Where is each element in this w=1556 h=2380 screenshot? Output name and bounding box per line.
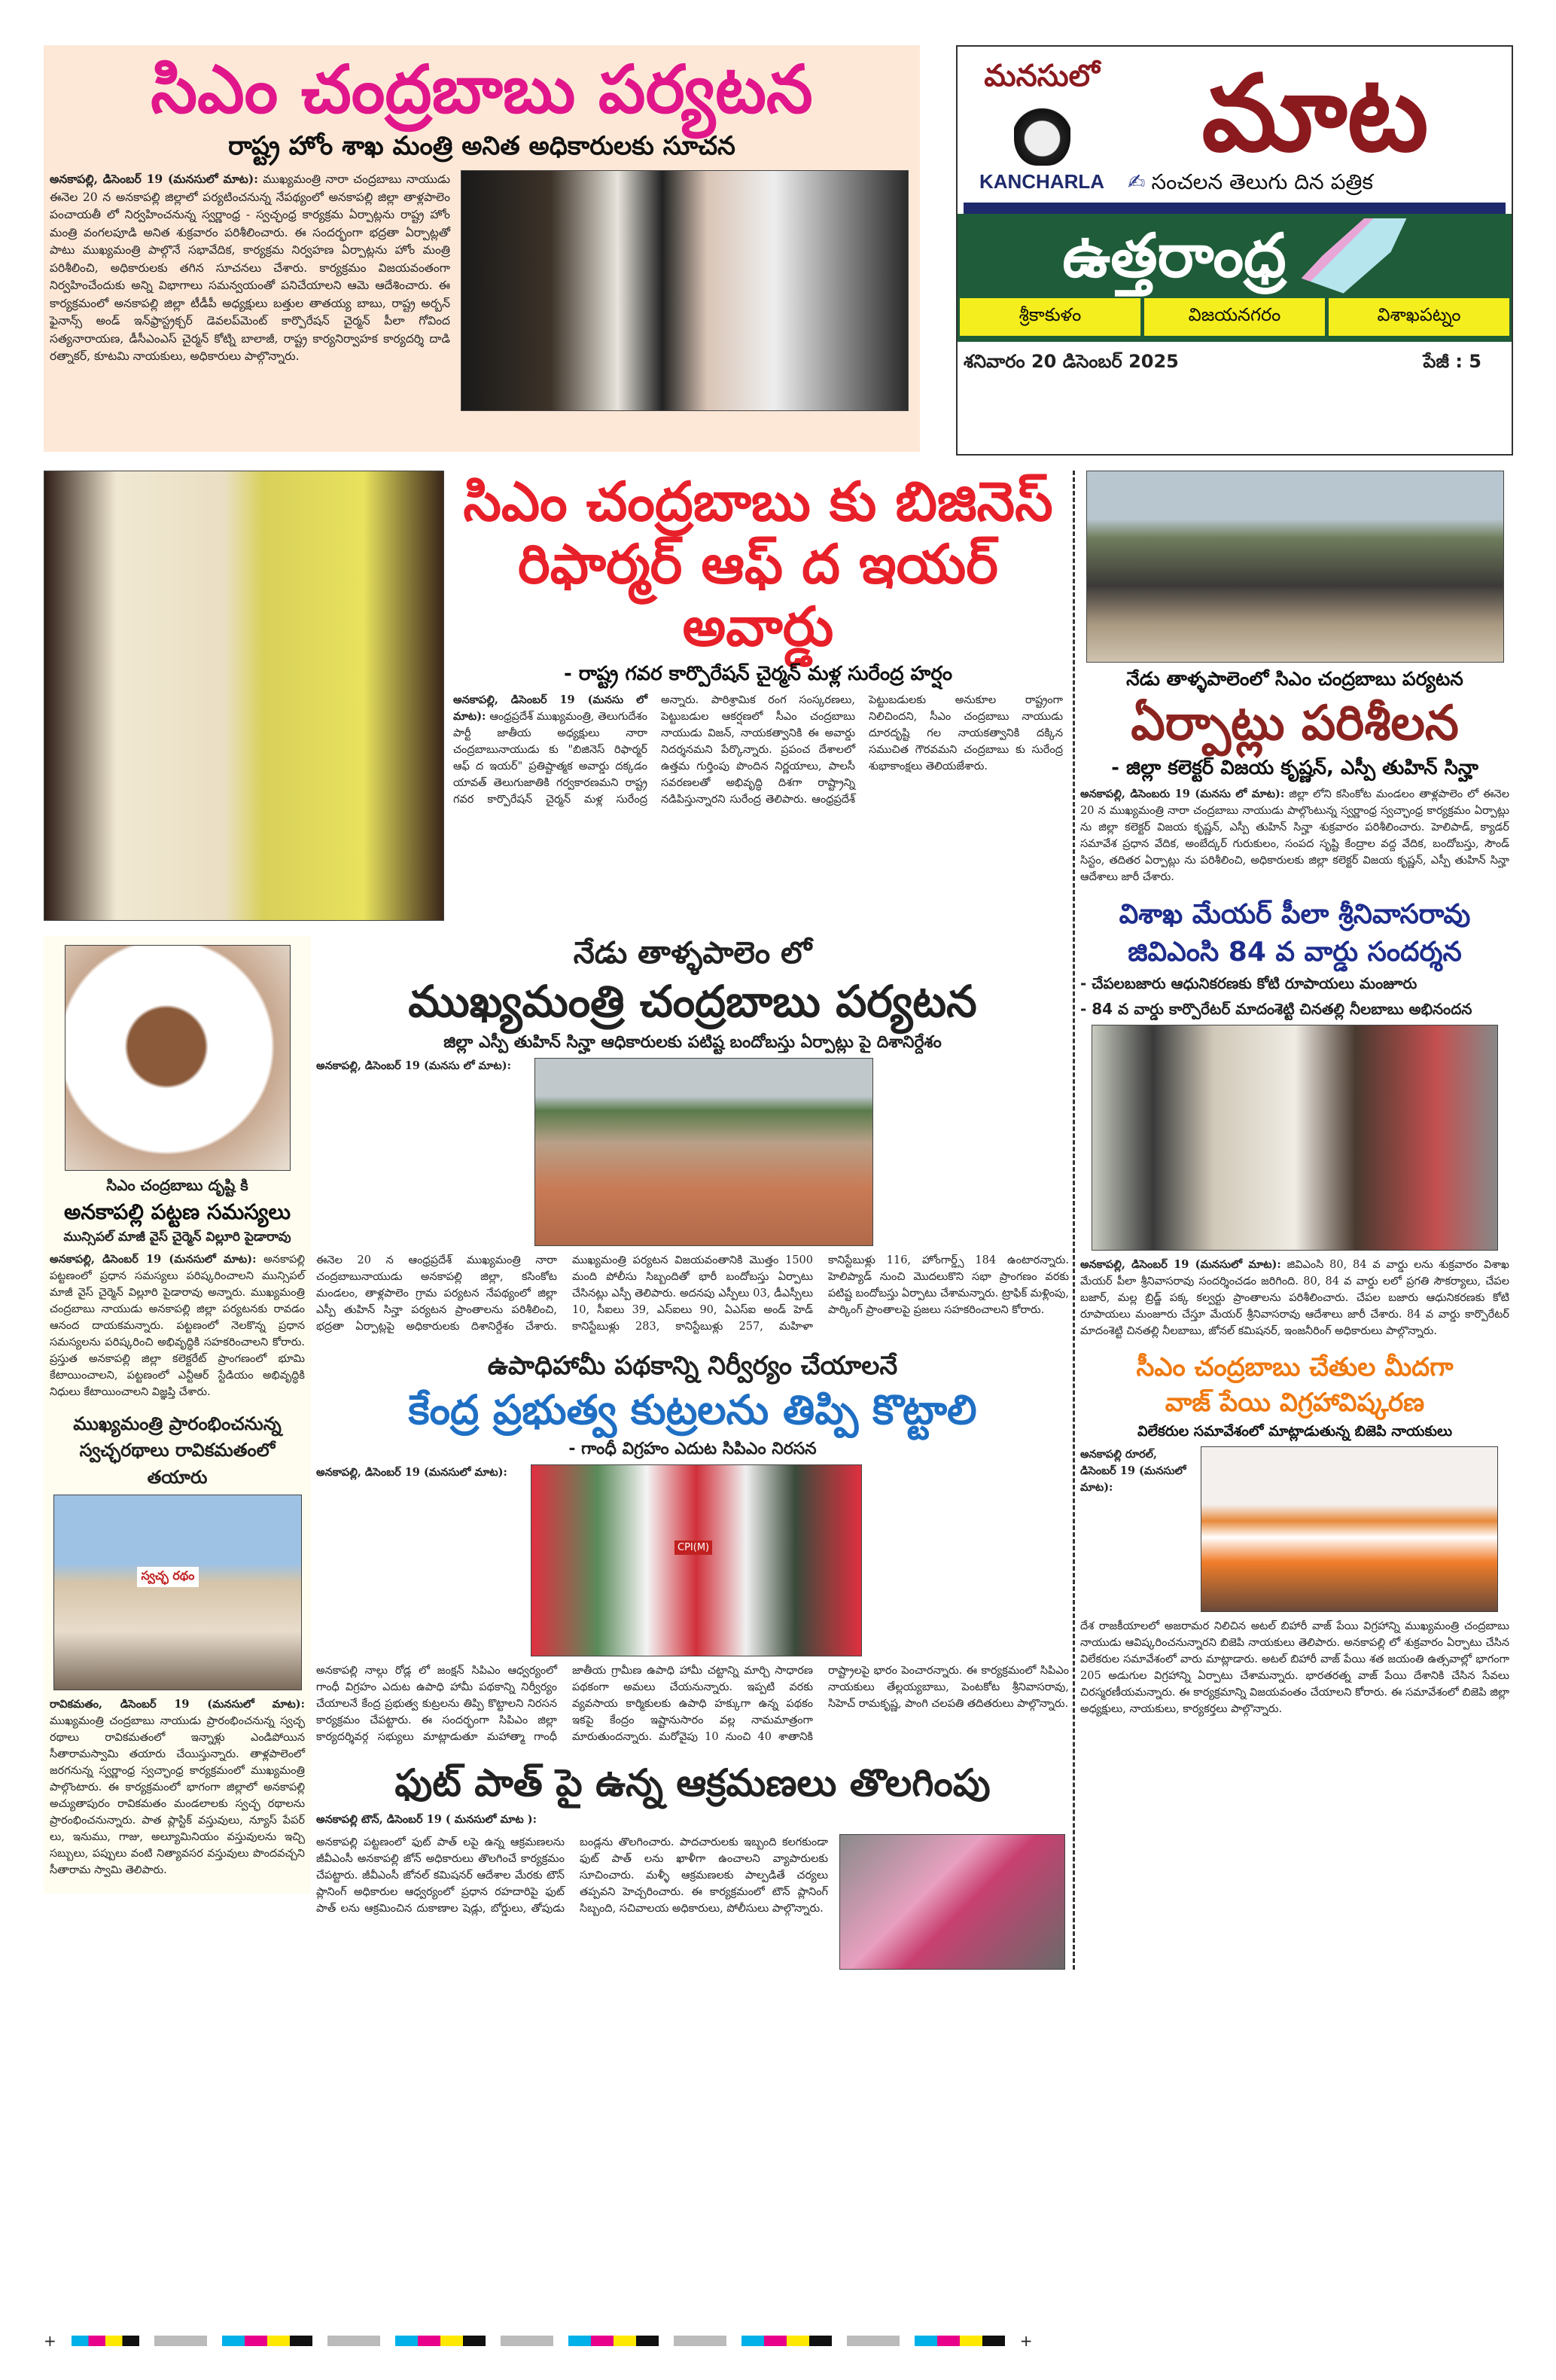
story8-body-left (316, 1464, 519, 1481)
story4-dateline: అనకాపల్లి, డిసెంబర్ 19 (మనసులో మాట): (1080, 1258, 1281, 1272)
story1-subhead: రాష్ట్ర హోం శాఖ మంత్రి అనిత అధికారులకు సూచన (228, 131, 735, 162)
story8-kicker: ఉపాధిహామీ పథకాన్ని నిర్వీర్యం చేయాలనే (487, 1350, 898, 1381)
story10-subhead: విలేకరుల సమావేశంలో మాట్లాడుతున్న బిజెపి నాయకులు (1137, 1423, 1453, 1440)
story2-headline-line2: రిఫార్మర్ ఆఫ్ ద ఇయర్ అవార్డు (518, 532, 998, 658)
masthead-title-logo: మాట (1201, 53, 1429, 175)
story2-headline-line1: సిఎం చంద్రబాబు కు బిజినెస్ (463, 470, 1053, 533)
story3-body (1080, 786, 1509, 885)
region-banner (958, 214, 1512, 342)
main-area (44, 471, 1513, 1970)
protest-placard: CPI(M) (674, 1540, 712, 1555)
top-row (44, 45, 1513, 456)
story7-headline-line1: ముఖ్యమంత్రి ప్రారంభించనున్న (73, 1412, 282, 1434)
page-number: పేజీ : 5 (1423, 350, 1481, 372)
story5-photo-sp-inspection (534, 1058, 873, 1246)
story6-text: అనకాపల్లి పట్టణంలో ప్రధాన సమస్యలు పరిష్కరించాలని మున్సిపల్ మాజీ వైస్ చైర్మెన్ విల్లూరి పైడారావు అన్నారు. ముఖ్యమంత్రి చంద్రబాబు నాయుడు అనకాపల్లి జిల్లా పర్యటనకు రావడం ఆనంద దాయకమన్నారు. పట్టణంలో నెలకొన్న ప్రధాన సమస్యలను పరిష్కరించి అభివృద్ధికి సహకరించాలని కోరారు. ప్రస్తుత అనకాపల్లి జిల్లా కలెక్టరేట్ ప్రాంగణంలో భూమి కేటాయించాలని, పట్టణంలో ఎన్టీఆర్ స్టేడియం అభివృద్ధికి నిధులు కేటాయించాలని విజ్ఞప్తి చేశారు. (50, 1253, 306, 1398)
story10-headline-line1: సీఎం చంద్రబాబు చేతుల మీదగా (1136, 1352, 1454, 1383)
district-visakhapatnam: విశాఖపట్నం (1329, 298, 1509, 336)
masthead-subtitle: సంచలన తెలుగు దిన పత్రిక (1151, 169, 1373, 194)
region-title-row (960, 218, 1509, 294)
issue-date: శనివారం 20 డిసెంబర్ 2025 (964, 350, 1179, 372)
story10-body-narrow (1080, 1446, 1193, 1496)
story5-headline: ముఖ్యమంత్రి చంద్రబాబు పర్యటన (408, 976, 977, 1027)
story4-bullet-2: - 84 వ వార్డు కార్పొరేటర్ మాదంశెట్టి చినతల్లి నీలబాబు అభినందన (1080, 1000, 1472, 1019)
story5-top-content (316, 1058, 1069, 1246)
gray-swatch (327, 2336, 380, 2346)
story9-body: అనకాపల్లి పట్టణంలో ఫుట్ పాత్ లపై ఉన్న ఆక్రమణలను జీవీఎంసీ అనకాపల్లి జోన్ అధికారులు తొలగించే కార్యక్రమం చేపట్టారు. జీవీఎంసీ జోనల్ కమిషనర్ ఆదేశాల మేరకు టౌన్ ప్లానింగ్ అధికారుల ఆధ్వర్యంలో ప్రధాన రహదారిపై ఫుట్ పాత్ లను ఆక్రమించిన దుకాణాల షెడ్లు, బోర్డులు, తోపుడు బండ్లను తొలగించారు. పాదచారులకు ఇబ్బంది కలగకుండా ఫుట్ పాత్ లను ఖాళీగా ఉంచాలని వ్యాపారులకు సూచించారు. మళ్ళీ ఆక్రమణలకు పాల్పడితే చర్యలు తప్పవని హెచ్చరించారు. ఈ కార్యక్రమంలో టౌన్ ప్లానింగ్ సిబ్బంది, సచివాలయ అధికారులు, పోలీసులు పాల్గొన్నారు. (316, 1836, 828, 1915)
story8-photo-cpim-protest (531, 1464, 862, 1656)
story1-headline: సిఎం చంద్రబాబు పర్యటన (151, 50, 813, 128)
story10-body: దేశ రాజకీయాలలో అజరామర నిలిచిన అటల్ బిహారీ వాజ్ పేయి విగ్రహాన్ని ముఖ్యమంత్రి చంద్రబాబు నాయుడు ఆవిష్కరించనున్నారని బిజెపి నాయకులు తెలిపారు. అనకాపల్లి లో శుక్రవారం ఏర్పాటు చేసిన విలేకరుల సమావేశంలో వారు మాట్లాడారు. అటల్ బిహారీ వాజ్ పేయి శత జయంతి ఉత్సవాల్లో భాగంగా 205 అడుగుల విగ్రహాన్ని ఏర్పాటు చేశామన్నారు. భారతరత్న వాజ్ పేయి దేశానికి చేసిన సేవలు చిరస్మరణీయమన్నారు. ఈ కార్యక్రమాన్ని విజయవంతం చేయాలని కోరారు. ఈ సమావేశంలో బిజెపి జిల్లా అధ్యక్షులు, నాయకులు, కార్యకర్తలు పాల్గొన్నారు. (1080, 1620, 1509, 1716)
right-column (1080, 471, 1509, 1717)
issue-info-row (958, 342, 1512, 384)
story10-dateline: అనకాపల్లి రూరల్, డిసెంబర్ 19 (మనసులో మాట): (1080, 1448, 1186, 1495)
lower-row (44, 936, 1069, 1970)
story6-body (50, 1251, 305, 1400)
story-cm-tour-box (44, 45, 920, 452)
story4-body (1080, 1257, 1509, 1339)
print-registration-bar (44, 2317, 1513, 2350)
color-swatch (72, 2336, 139, 2346)
uttarandhra-map-icon (1302, 218, 1407, 294)
region-title: ఉత్తరాంధ్ర (1062, 220, 1287, 291)
story9-headline: ఫుట్ పాత్ పై ఉన్న ఆక్రమణలు తొలగింపు (394, 1761, 991, 1806)
masthead (956, 45, 1513, 456)
story8-headline: కేంద్ర ప్రభుత్వ కుట్రలను తిప్పి కొట్టాలి (408, 1386, 977, 1434)
story1-body (50, 170, 450, 366)
story1-content (50, 170, 914, 411)
story5-body-left (316, 1058, 523, 1074)
story7-photo-swachh-ratham-vehicle (53, 1495, 302, 1690)
story1-dateline: అనకాపల్లి, డిసెంబర్ 19 (మనసులో మాట): (50, 172, 258, 187)
story6-subhead: మున్సిపల్ మాజీ వైస్ చైర్మెన్ విల్లూరి పైడారావు (63, 1230, 291, 1245)
masthead-right (1128, 53, 1503, 195)
masthead-navy-bar (964, 203, 1506, 214)
story6-dateline: అనకాపల్లి, డిసెంబర్ 19 (మనసులో మాట): (50, 1252, 257, 1266)
story7-headline-line2: స్వచ్ఛరథాలు రావికమతంలో (79, 1440, 276, 1461)
story9-photo-encroachment-removal (839, 1834, 1065, 1970)
story2-photo-cm-with-chairman (44, 471, 444, 921)
masthead-brand: KANCHARLA (979, 170, 1105, 193)
story2-body (453, 692, 1063, 808)
story5-kicker: నేడు తాళ్ళపాలెం లో (573, 936, 812, 971)
masthead-top (958, 47, 1512, 195)
story4-bullet-1: - చేపలబజారు ఆధునికరణకు కోటి రూపాయలు మంజూరు (1080, 974, 1417, 993)
registration-crosshair-icon: + (44, 2332, 56, 2350)
district-bar (960, 298, 1509, 336)
story3-photo-collector-inspection (1086, 471, 1504, 663)
middle-column (316, 936, 1069, 1970)
story2-dateline: అనకాపల్లి, డిసెంబర్ 19 (మనసు లో మాట): (453, 693, 647, 724)
gray-swatch (154, 2336, 207, 2346)
left-column (44, 936, 311, 1894)
story6-headline: అనకాపల్లి పట్టణ సమస్యలు (63, 1199, 291, 1224)
color-swatch (915, 2336, 1005, 2346)
story7-dateline: రావికమతం, డిసెంబర్ 19 (మనసులో మాట): (50, 1697, 305, 1711)
story10-top-content (1080, 1446, 1509, 1612)
story8-body: అనకాపల్లి నాల్గు రోడ్ల లో జంక్షన్ సిపిఎం ఆధ్వర్యంలో గాంధీ విగ్రహం ఎదుట ఉపాధి హామీ పథకాన్ని నిర్వీర్యం చేయాలనే కేంద్ర ప్రభుత్వ కుట్రలను తిప్పి కొట్టాలని నిరసన కార్యక్రమం చేపట్టారు. ఈ సందర్భంగా సిపిఎం జిల్లా కార్యదర్శివర్గ సభ్యులు మాట్లాడుతూ మహాత్మా గాంధీ జాతీయ గ్రామీణ ఉపాధి హామీ చట్టాన్ని మార్చి సాధారణ పథకంగా అమలు చేయనున్నారు. ఇప్పటి వరకు వ్యవసాయ కార్మికులకు ఉపాధి హక్కుగా ఉన్న పథకం ఇకపై కేంద్రం ఇష్టానుసారం వల్ల నామమాత్రంగా మారుతుందన్నారు. మరోవైపు 10 నుంచి 40 శాతానికి రాష్ట్రాలపై భారం పెంచారన్నారు. ఈ కార్యక్రమంలో సిపిఎం నాయకులు తేల్లయ్యబాబు, పెంటకోట శ్రీనివాసరావు, సిహెచ్ రామకృష్ణ, పాంగి చలపతి తదితరులు పాల్గొన్నారు. (316, 1665, 1069, 1744)
story4-photo-mayor-visit (1092, 1025, 1498, 1251)
story5-dateline: అనకాపల్లి, డిసెంబర్ 19 (మనసు లో మాట): (316, 1059, 511, 1072)
story7-text: ముఖ్యమంత్రి చంద్రబాబు నాయుడు ప్రారంభించనున్న స్వచ్ఛ రథాలు రావికమతంలో ఇన్నాళ్లు ఎండిపోయిన సీతారామస్వామి తయారు చేయిస్తున్నారు. తాళ్లపాలెంలో జరగనున్న స్వర్ణాంధ్ర స్వచ్ఛాంధ్ర కార్యక్రమంలో ముఖ్యమంత్రి పాల్గొంటారు. ఈ కార్యక్రమంలో భాగంగా జిల్లాలో అనకాపల్లి అచ్యుతాపురం రావికమతం మండలాలకు స్వచ్ఛ రథాలను ప్రారంభించనున్నారు. పాత ప్లాస్టిక్ వస్తువులు, న్యూస్ పేపర్ లు, ఇనుము, గాజు, అల్యూమినియం వస్తువులను ఇచ్చి సబ్బులు, పప్పులు వంటి నిత్యావసర వస్తువులు పొందవచ్చని సీతారామ స్వామి తెలిపారు. (50, 1714, 305, 1876)
gray-swatch (674, 2336, 726, 2346)
color-swatch (395, 2336, 486, 2346)
pen-icon: ✍ (1128, 169, 1146, 195)
column-divider (1073, 471, 1075, 1970)
story5-subhead: జిల్లా ఎస్పీ తుహిన్ సిన్హా ఆధికారులకు పటిష్ట బందోబస్తు ఏర్పాట్లు పై దిశానిర్దేశం (443, 1032, 942, 1052)
story6-kicker: సిఎం చంద్రబాబు దృష్టి కి (106, 1176, 248, 1194)
story8-dateline: అనకాపల్లి, డిసెంబర్ 19 (మనసులో మాట): (316, 1466, 507, 1480)
left-wrap (44, 471, 1069, 1970)
vehicle-sign: స్వచ్ఛ రథం (137, 1567, 199, 1587)
gray-swatch (501, 2336, 553, 2346)
story10-photo-bjp-press-meet (1201, 1446, 1498, 1612)
story3-subhead: - జిల్లా కలెక్టర్ విజయ కృష్ణన్, ఎస్పీ తుహిన్ సిన్హా (1111, 757, 1478, 780)
story1-text: ముఖ్యమంత్రి నారా చంద్రబాబు నాయుడు ఈనెల 20 న అనకాపల్లి జిల్లాలో పర్యటించనున్న నేపథ్యంలో అనకాపల్లి జిల్లా తాళ్లపాలెం పంచాయతీ లో నిర్వహించనున్న స్వర్ణాంధ్ర - స్వచ్ఛంధ్ర కార్యక్రమ ఏర్పాట్లను రాష్ట్ర హోం మంత్రి వంగలపూడి అనిత శుక్రవారం పరిశీలించారు. ఈ సందర్భంగా భద్రతా ఏర్పాట్లతో పాటు ముఖ్యమంత్రి పాల్గొనే సభావేదిక, కార్యక్రమ నిర్వహణ ఏర్పాట్లను హోం మంత్రి పరిశీలించి, అధికారులకు తగిన సూచనలు చేశారు. కార్యక్రమం విజయవంతంగా నిర్వహించేందుకు అన్ని విభాగాలు సమన్వయంతో పనిచేయాలని ఆమె ఆదేశించారు. ఈ కార్యక్రమంలో అనకాపల్లి జిల్లా టీడీపీ అధ్యక్షులు బత్తుల తాతయ్య బాబు, రాష్ట్ర అర్బన్ ఫైనాన్స్ అండ్ ఇన్‌ఫ్రాస్ట్రక్చర్ డెవలప్‌మెంట్ కార్పొరేషన్ చైర్మన్ పీలా గోవింద సత్యనారాయణ, డీసీఎంఎస్ చైర్మన్ కోట్ని బాలాజీ, రాష్ట్ర కార్యనిర్వాహక కార్యదర్శి దాడి రత్నాకర్, కూటమి నాయకులు, అధికారులు పాల్గొన్నారు. (50, 172, 450, 364)
story10-headline-line2: వాజ్ పేయి విగ్రహావిష్కరణ (1165, 1388, 1425, 1419)
story7-body (50, 1696, 305, 1879)
founder-portrait-icon (1014, 98, 1070, 166)
story4-headline-line2: జివిఎంసి 84 వ వార్డు సందర్శన (1128, 936, 1462, 968)
district-srikakulam: శ్రీకాకుళం (960, 298, 1140, 336)
masthead-subtitle-row (1128, 169, 1503, 195)
story5-body: ఈనెల 20 న ఆంధ్రప్రదేశ్ ముఖ్యమంత్రి నారా చంద్రబాబునాయుడు అనకాపల్లి జిల్లా, కసింకోట మండలం, తాళ్లపాలెం గ్రామ పర్యటన నేపథ్యంలో జిల్లా ఎస్పీ తుహిన్ సిన్హా పర్యటన ప్రాంతాలను పరిశీలించి, భద్రతా ఏర్పాట్లపై అధికారులకు దిశానిర్దేశం చేశారు. ముఖ్యమంత్రి పర్యటన విజయవంతానికి మొత్తం 1500 మంది పోలీసు సిబ్బందితో భారీ బందోబస్తు ఏర్పాటు చేసినట్లు ఎస్పీ తెలిపారు. అదనపు ఎస్పీలు 03, డీఎస్పీలు 10, సీఐలు 39, ఎస్ఐలు 90, ఏఎస్ఐ అండ్ హెడ్ కానిస్టేబుళ్లు 283, కానిస్టేబుళ్లు 257, మహిళా కానిస్టేబుళ్లు 116, హోంగార్డ్స్ 184 ఉంటారన్నారు. హెలిప్యాడ్ నుంచి మొదలుకొని సభా ప్రాంగణం వరకు పటిష్ట బందోబస్తు ఏర్పాటు చేశామన్నారు. ట్రాఫిక్ మళ్లింపు, పార్కింగ్ ప్రాంతాలపై ప్రజలు సహకరించాలని కోరారు. (316, 1254, 1069, 1333)
story2 (444, 471, 1069, 808)
story8-top-content (316, 1464, 1069, 1656)
masthead-tagline: మనసులో (984, 59, 1100, 93)
masthead-left (967, 59, 1117, 194)
story2-text: ఆంధ్రప్రదేశ్ ముఖ్యమంత్రి, తెలుగుదేశం పార్టీ జాతీయ అధ్యక్షులు నారా చంద్రబాబునాయుడు కు "బిజినెస్ రిఫార్మర్ ఆఫ్ ద ఇయర్" ప్రతిష్టాత్మక అవార్డు దక్కడం యావత్ తెలుగుజాతికి గర్వకారణమని రాష్ట్ర గవర కార్పొరేషన్ చైర్మన్ మళ్ల సురేంద్ర అన్నారు. పారిశ్రామిక రంగ సంస్కరణలు, పెట్టుబడుల ఆకర్షణలో సీఎం చంద్రబాబు నాయుడు విజన్, నాయకత్వానికి ఈ అవార్డు నిదర్శనమని పేర్కొన్నారు. ప్రపంచ దేశాలలో ఉత్తమ గుర్తింపు పొందిన నిర్ణయాలు, పాలసీ సవరణలతో అభివృద్ధి దిశగా రాష్ట్రాన్ని నడిపిస్తున్నారని సురేంద్ర తెలిపారు. ఆంధ్రప్రదేశ్ పెట్టుబడులకు అనుకూల రాష్ట్రంగా నిలిచిందని, సీఎం చంద్రబాబు నాయుడు దూరదృష్టి గల నాయకత్వానికి దక్కిన సముచిత గౌరవమని చంద్రబాబు కు సురేంద్ర శుభాకాంక్షలు తెలియజేశారు. (453, 694, 1063, 806)
story4-text: జివిఎంసి 80, 84 వ వార్డు లను శుక్రవారం విశాఖ మేయర్ పీలా శ్రీనివాసరావు సందర్శించడం జరిగింది. 80, 84 వ వార్డు లలో ప్రగతి సౌకర్యాలు, చేపల బజార్, మల్ల బ్రిడ్జ్ పక్క కల్వర్టు ప్రాంతాలను పరిశీలించారు. చేపల బజారు ఆధునికరణకు కోటి రూపాయలు మంజూరు చేస్తూ మేయర్ శ్రీనివాసరావు ఆదేశాలు జారీ చేశారు. 84 వ వార్డు కార్పొరేటర్ మాదంశెట్టి చినతల్లి నీలబాబు, జోనల్ కమిషనర్, ఇంజనీరింగ్ అధికారులు పాల్గొన్నారు. (1080, 1259, 1509, 1338)
gray-swatch (847, 2336, 900, 2346)
story3-dateline: అనకాపల్లి, డిసెంబరు 19 (మనసు లో మాట): (1080, 788, 1285, 801)
color-swatch (568, 2336, 659, 2346)
story8-subhead: - గాంధీ విగ్రహం ఎదుట సిపిఎం నిరసన (568, 1440, 817, 1459)
story3-headline: ఏర్పాట్లు పరిశీలన (1131, 695, 1459, 751)
story9-body-top (316, 1812, 1069, 1828)
story9-content (316, 1834, 1069, 1970)
story3-text: జిల్లా లోని కసింకోట మండలం తాళ్లపాలెం లో ఈనెల 20 న ముఖ్యమంత్రి నారా చంద్రబాబు నాయుడు పాల్గొంటున్న స్వర్ణాంధ్ర స్వచ్ఛాంధ్ర కార్యక్రమం ఏర్పాట్లు ను జిల్లా కలెక్టర్ విజయ కృష్ణన్, ఎస్పీ తుహిన్ సిన్హా శుక్రవారం పరిశీలించారు. హెలిపాడ్, క్యాడర్ సమావేశ ప్రధాన వేదిక, అంబేద్కర్ గురుకులం, సంపద సృష్టి కేంద్రాల వద్ద వేదిక, బందోబస్తు, సౌండ్ సిస్టం, తదితర ఏర్పాట్లు ను పరిశీలించి, అధికారులకు జిల్లా కలెక్టర్ విజయ కృష్ణన్, ఎస్పీ తుహిన్ సిన్హా ఆదేశాలు జారీ చేశారు. (1080, 788, 1509, 884)
color-swatch (741, 2336, 832, 2346)
color-swatch (222, 2336, 312, 2346)
story2-subhead: - రాష్ట్ర గవర కార్పొరేషన్ చైర్మన్ మళ్ల సురేంద్ర హర్షం (563, 663, 953, 686)
story3-kicker: నేడు తాళ్ళపాలెంలో సిఎం చంద్రబాబు పర్యటన (1126, 668, 1463, 690)
award-row (44, 471, 1069, 921)
registration-crosshair-icon: + (1019, 2332, 1033, 2350)
story9-dateline: అనకాపల్లి టౌన్, డిసెంబర్ 19 ( మనసులో మాట ): (316, 1812, 537, 1826)
story1-photo-home-minister-officials (461, 170, 909, 411)
story7-headline-line3: తయారు (147, 1466, 208, 1488)
story6-photo-pydarao (65, 945, 291, 1171)
district-vizianagaram: విజయనగరం (1144, 298, 1325, 336)
story4-headline-line1: విశాఖ మేయర్ పీలా శ్రీనివాసరావు (1119, 899, 1471, 931)
